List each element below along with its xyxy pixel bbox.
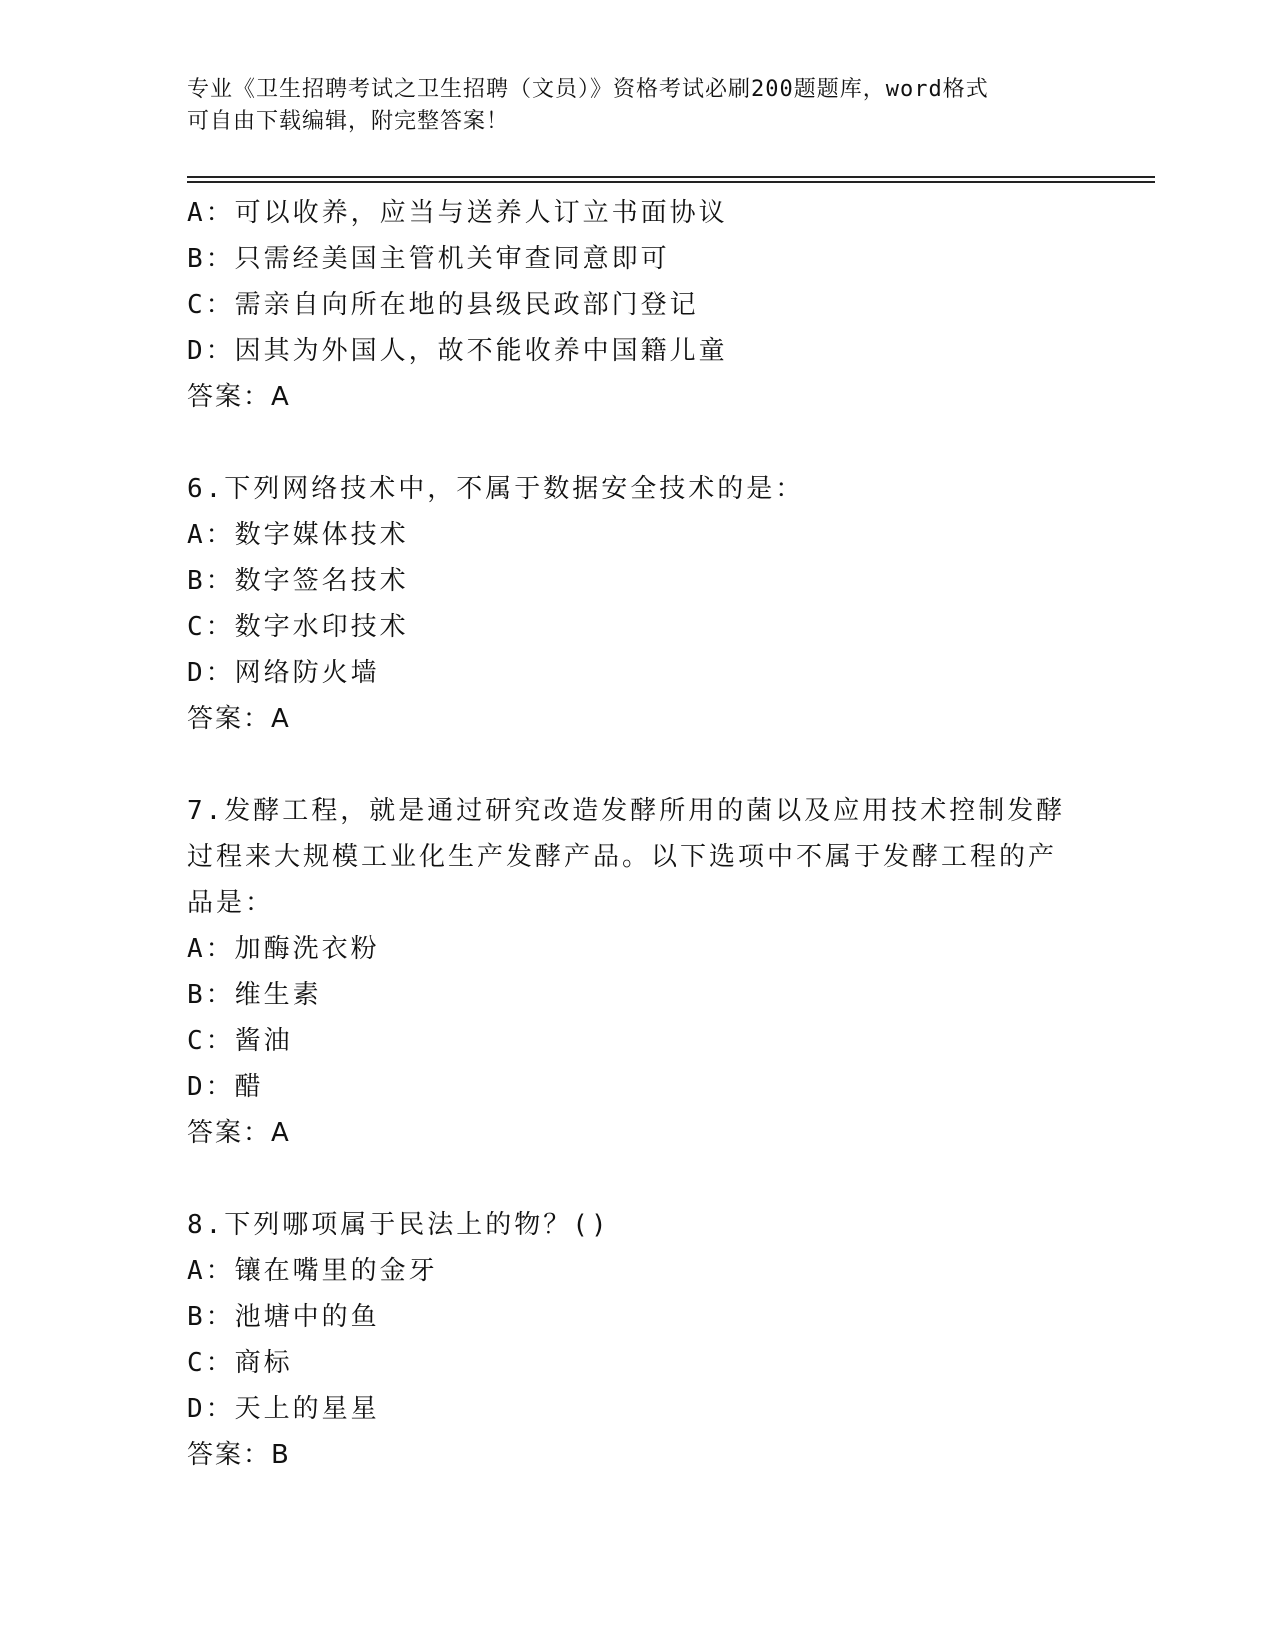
question-text-line-3: 品是： [187, 888, 275, 918]
option-a: A：加酶洗衣粉 [187, 934, 380, 964]
question-list [187, 190, 1087, 1478]
option-d: D：天上的星星 [187, 1394, 380, 1424]
question-7 [187, 788, 1087, 1156]
question-6 [187, 466, 1087, 742]
header-line-2: 可自由下载编辑，附完整答案！ [187, 109, 510, 134]
spacer [187, 1156, 1087, 1202]
spacer [187, 742, 1087, 788]
header-line-1: 专业《卫生招聘考试之卫生招聘（文员）》资格考试必刷200题题库，word格式 [187, 77, 989, 102]
option-d: D：网络防火墙 [187, 658, 380, 688]
answer-line: 答案：A [187, 1118, 291, 1148]
answer-line: 答案：A [187, 704, 291, 734]
question-5 [187, 190, 1087, 420]
header-divider-top [187, 176, 1155, 178]
option-c: C：商标 [187, 1348, 293, 1378]
option-b: B：数字签名技术 [187, 566, 409, 596]
option-b: B：维生素 [187, 980, 322, 1010]
option-c: C：酱油 [187, 1026, 293, 1056]
question-text-line-1: 7.发酵工程，就是通过研究改造发酵所用的菌以及应用技术控制发酵 [187, 796, 1066, 826]
option-a: A：数字媒体技术 [187, 520, 409, 550]
question-text: 6.下列网络技术中，不属于数据安全技术的是： [187, 474, 805, 504]
question-8 [187, 1202, 1087, 1478]
question-text-line-2: 过程来大规模工业化生产发酵产品。以下选项中不属于发酵工程的产 [187, 842, 1058, 872]
option-a: A：镶在嘴里的金牙 [187, 1256, 438, 1286]
question-text: 8.下列哪项属于民法上的物？() [187, 1210, 610, 1240]
option-d: D：醋 [187, 1072, 264, 1102]
option-a: A：可以收养，应当与送养人订立书面协议 [187, 198, 728, 228]
header-divider-bottom [187, 181, 1155, 183]
option-b: B：只需经美国主管机关审查同意即可 [187, 244, 670, 274]
option-c: C：需亲自向所在地的县级民政部门登记 [187, 290, 699, 320]
option-d: D：因其为外国人，故不能收养中国籍儿童 [187, 336, 728, 366]
answer-line: 答案：A [187, 382, 291, 412]
option-b: B：池塘中的鱼 [187, 1302, 380, 1332]
answer-line: 答案：B [187, 1440, 291, 1470]
document-header [187, 74, 1087, 138]
spacer [187, 420, 1087, 466]
option-c: C：数字水印技术 [187, 612, 409, 642]
